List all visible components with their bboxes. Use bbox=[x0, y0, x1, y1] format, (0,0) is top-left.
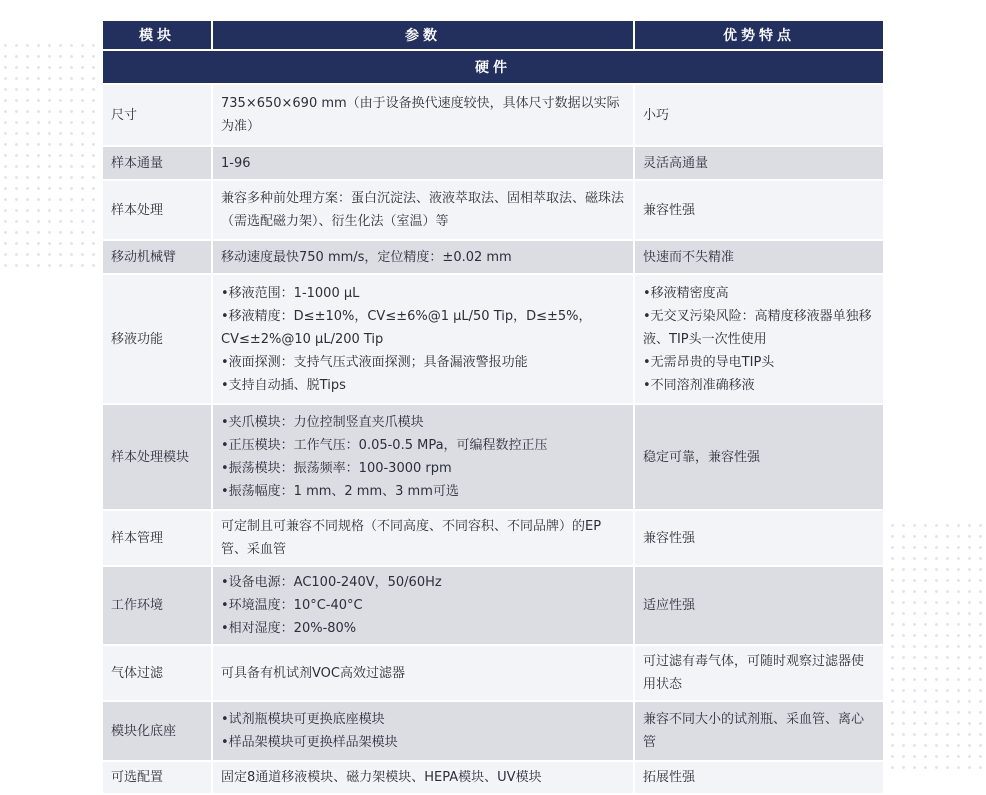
cell-advantages bbox=[635, 85, 883, 147]
cell-module: 样本处理 bbox=[103, 181, 213, 241]
table-row bbox=[103, 85, 883, 147]
cell-params bbox=[213, 181, 635, 241]
cell-params-line: 1-96 bbox=[221, 155, 251, 171]
cell-advantages bbox=[635, 275, 883, 405]
cell-params-line: •振荡模块：振荡频率：100-3000 rpm bbox=[221, 461, 452, 476]
cell-advantages-line: 适应性强 bbox=[643, 598, 696, 613]
table-header-row bbox=[103, 21, 883, 51]
cell-params-line: 可定制且可兼容不同规格（不同高度、不同容积、不同品牌）的EP管、采血管 bbox=[221, 519, 602, 557]
table-row bbox=[103, 702, 883, 762]
cell-module: 可选配置 bbox=[103, 762, 213, 795]
table-body bbox=[103, 51, 883, 795]
section-row bbox=[103, 51, 883, 85]
table-row bbox=[103, 511, 883, 567]
spec-table bbox=[103, 21, 883, 795]
cell-advantages bbox=[635, 646, 883, 702]
cell-params-line: •试剂瓶模块可更换底座模块 bbox=[221, 712, 385, 727]
cell-params-line: •环境温度：10°C-40°C bbox=[221, 598, 363, 613]
cell-params-line: 可具备有机试剂VOC高效过滤器 bbox=[221, 665, 405, 681]
cell-advantages bbox=[635, 511, 883, 567]
cell-params bbox=[213, 702, 635, 762]
cell-advantages bbox=[635, 147, 883, 181]
cell-advantages bbox=[635, 405, 883, 511]
cell-params-line: •相对湿度：20%-80% bbox=[221, 621, 357, 636]
table-row bbox=[103, 147, 883, 181]
cell-advantages-line: 小巧 bbox=[643, 107, 670, 123]
cell-params-line: 735×650×690 mm（由于设备换代速度较快，具体尺寸数据以实际为准） bbox=[221, 96, 620, 134]
cell-advantages-line: 兼容性强 bbox=[643, 530, 696, 546]
cell-params-line: •液面探测：支持气压式液面探测；具备漏液警报功能 bbox=[221, 354, 528, 370]
cell-params bbox=[213, 147, 635, 181]
cell-module: 尺寸 bbox=[103, 85, 213, 147]
cell-params-line: 移动速度最快750 mm/s，定位精度：±0.02 mm bbox=[221, 249, 512, 265]
cell-params-line: •振荡幅度：1 mm、2 mm、3 mm可选 bbox=[221, 484, 459, 499]
table-row bbox=[103, 405, 883, 511]
cell-params bbox=[213, 275, 635, 405]
cell-module: 模块化底座 bbox=[103, 702, 213, 762]
cell-advantages-line: 可过滤有毒气体，可随时观察过滤器使用状态 bbox=[643, 654, 865, 692]
cell-module: 样本管理 bbox=[103, 511, 213, 567]
cell-params bbox=[213, 85, 635, 147]
cell-params bbox=[213, 567, 635, 646]
header-module: 模块 bbox=[103, 21, 213, 51]
cell-module: 工作环境 bbox=[103, 567, 213, 646]
table-row bbox=[103, 241, 883, 275]
cell-module: 移动机械臂 bbox=[103, 241, 213, 275]
cell-advantages-line: 兼容性强 bbox=[643, 202, 696, 218]
cell-advantages-line: 快速而不失精准 bbox=[643, 249, 735, 265]
cell-advantages-line: 兼容不同大小的试剂瓶、采血管、离心管 bbox=[643, 712, 865, 750]
cell-advantages-line: •无需昂贵的导电TIP头 bbox=[643, 354, 775, 370]
table-row bbox=[103, 646, 883, 702]
cell-params-line: •夹爪模块：力位控制竖直夹爪模块 bbox=[221, 415, 424, 430]
cell-params bbox=[213, 405, 635, 511]
cell-advantages bbox=[635, 762, 883, 795]
table-row bbox=[103, 762, 883, 795]
cell-advantages-line: •不同溶剂准确移液 bbox=[643, 377, 755, 393]
cell-params bbox=[213, 646, 635, 702]
cell-advantages-line: 稳定可靠，兼容性强 bbox=[643, 449, 761, 465]
cell-module: 样本通量 bbox=[103, 147, 213, 181]
cell-params-line: 兼容多种前处理方案：蛋白沉淀法、液液萃取法、固相萃取法、磁珠法（需选配磁力架）、衍生化法（室温）等 bbox=[221, 191, 625, 229]
cell-module: 气体过滤 bbox=[103, 646, 213, 702]
table-row bbox=[103, 181, 883, 241]
cell-params bbox=[213, 762, 635, 795]
table-row bbox=[103, 567, 883, 646]
cell-params-line: •正压模块：工作气压：0.05-0.5 MPa，可编程数控正压 bbox=[221, 438, 548, 453]
cell-params-line: •移液精度：D≤±10%，CV≤±6%@1 μL/50 Tip，D≤±5%，CV≤±2%@10 μL/200 Tip bbox=[221, 308, 592, 347]
cell-params-line: •移液范围：1-1000 μL bbox=[221, 285, 360, 301]
cell-advantages-line: 灵活高通量 bbox=[643, 155, 709, 171]
cell-params-line: •设备电源：AC100-240V，50/60Hz bbox=[221, 575, 442, 590]
cell-module: 样本处理模块 bbox=[103, 405, 213, 511]
cell-advantages bbox=[635, 702, 883, 762]
cell-params bbox=[213, 511, 635, 567]
cell-params-line: 固定8通道移液模块、磁力架模块、HEPA模块、UV模块 bbox=[221, 770, 542, 785]
cell-params-line: •样品架模块可更换样品架模块 bbox=[221, 735, 398, 750]
cell-advantages bbox=[635, 567, 883, 646]
header-advantages: 优势特点 bbox=[635, 21, 883, 51]
cell-module: 移液功能 bbox=[103, 275, 213, 405]
decorative-dots-right bbox=[876, 520, 986, 770]
table-row bbox=[103, 275, 883, 405]
section-title: 硬件 bbox=[103, 51, 883, 85]
cell-advantages-line: •无交叉污染风险：高精度移液器单独移液、TIP头一次性使用 bbox=[643, 308, 872, 347]
decorative-dots-left bbox=[0, 40, 110, 270]
cell-advantages bbox=[635, 181, 883, 241]
header-params: 参数 bbox=[213, 21, 635, 51]
cell-advantages-line: 拓展性强 bbox=[643, 770, 696, 785]
cell-advantages-line: •移液精密度高 bbox=[643, 285, 729, 301]
cell-advantages bbox=[635, 241, 883, 275]
cell-params bbox=[213, 241, 635, 275]
cell-params-line: •支持自动插、脱Tips bbox=[221, 377, 346, 393]
